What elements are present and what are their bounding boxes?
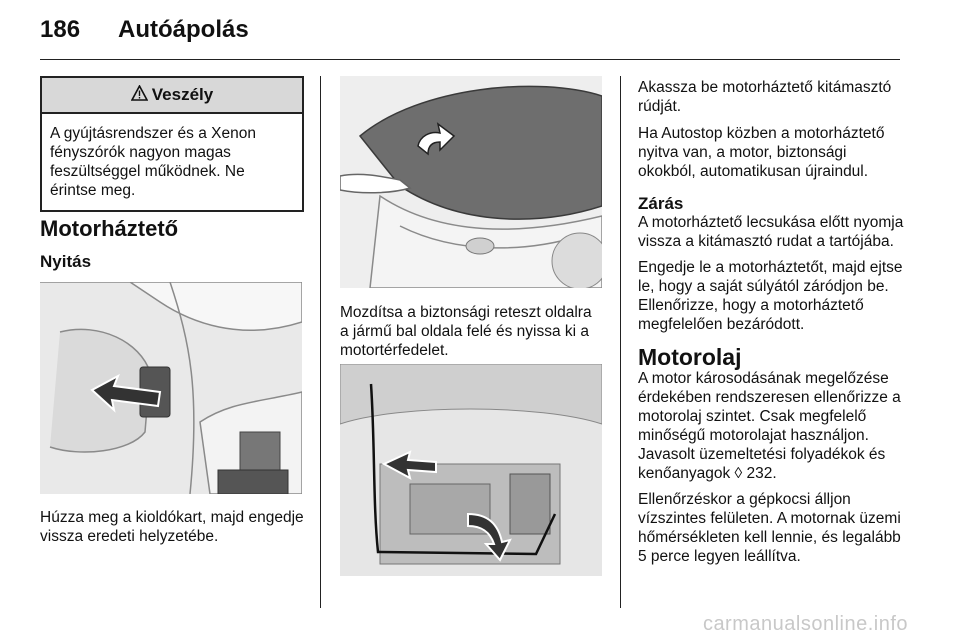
- paragraph-oil-conditions: Ellenőrzéskor a gépkocsi álljon vízszintes felületen. A motornak üzemi hőmérsékleten kell lennie, és legalább 5 perce legyen leállítva.: [638, 491, 901, 565]
- header-rule: [40, 59, 900, 60]
- page-title: Autóápolás: [118, 16, 249, 43]
- watermark: carmanualsonline.info: [702, 613, 908, 635]
- page-number: 186: [40, 16, 81, 43]
- page-reference-icon[interactable]: ◊: [734, 465, 743, 482]
- paragraph-autostop: Ha Autostop közben a motorháztető nyitva van, a motor, biztonsági okokból, automatikusan újraindul.: [638, 125, 885, 180]
- paragraph-oil-check: A motor károsodásának megelőzése érdekében rendszeresen ellenőrizze a motorolaj szintet. Csak megfelelő minőségű motorolajat használjon. Javasolt üzemeltetési folyadékok és kenőanyagok ◊ 232.: [638, 370, 901, 482]
- section-title-hood: Motorháztető: [40, 216, 179, 241]
- caption-safety-latch: Mozdítsa a biztonsági reteszt oldalra a jármű bal oldala felé és nyissa ki a motortérfedelet.: [340, 304, 592, 359]
- caption-release-lever: Húzza meg a kioldókart, majd engedje vissza eredeti helyzetébe.: [40, 509, 304, 545]
- warning-header: [42, 78, 302, 114]
- column-divider-2: [620, 76, 621, 608]
- subsection-title-opening: Nyitás: [40, 252, 92, 271]
- paragraph-close-1: A motorháztető lecsukása előtt nyomja vissza a kitámasztó rudat a tartójába.: [638, 214, 904, 250]
- hood-release-lever-illustration: [40, 282, 302, 494]
- hood-latch-illustration: [340, 76, 602, 288]
- page-header: [40, 16, 249, 44]
- engine-compartment-illustration: [340, 364, 602, 576]
- column-divider-1: [320, 76, 321, 608]
- warning-title: Veszély: [151, 85, 214, 104]
- warning-text: A gyújtásrendszer és a Xenon fényszórók nagyon magas feszültséggel működnek. Ne érintse meg.: [50, 125, 256, 199]
- paragraph-close-2: Engedje le a motorháztetőt, majd ejtse le, hogy a saját súlyától záródjon be. Ellenőrizze, hogy a motorháztető megfelelően bezáródott.: [638, 259, 903, 333]
- subsection-title-closing: Zárás: [638, 194, 684, 213]
- paragraph-prop-rod: Akassza be motorháztető kitámasztó rúdját.: [638, 79, 892, 115]
- section-title-engine-oil: Motorolaj: [638, 344, 742, 370]
- warning-box: [40, 76, 304, 212]
- column-3-text: [638, 78, 904, 566]
- warning-triangle-icon: [131, 85, 148, 106]
- page-reference-link[interactable]: 232: [746, 465, 773, 482]
